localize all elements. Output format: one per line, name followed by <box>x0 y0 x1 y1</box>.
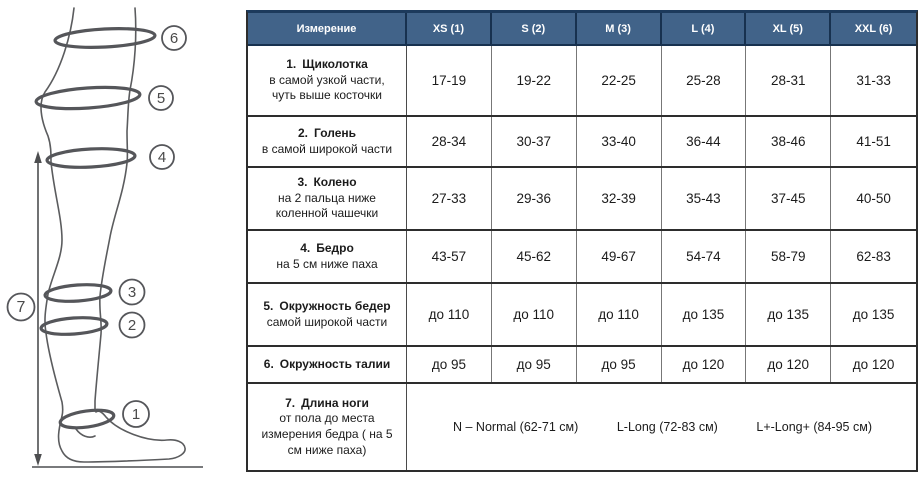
ring-2 <box>41 316 108 337</box>
leg-measurement-diagram <box>0 0 240 481</box>
row-label-title: 3. Колено <box>297 175 357 190</box>
ring-4 <box>47 147 136 170</box>
column-header-size-2: S (2) <box>492 13 577 44</box>
value-cell: 33-40 <box>577 117 662 166</box>
marker-label-3: 3 <box>127 284 137 301</box>
column-header-size-6: XXL (6) <box>854 22 893 35</box>
value-cell: 32-39 <box>577 168 662 229</box>
value-cell: 49-67 <box>577 231 662 282</box>
value-cell: 62-83 <box>856 249 891 264</box>
value-cell: 28-31 <box>746 46 831 115</box>
marker-label-2: 2 <box>127 317 137 334</box>
row-label <box>248 117 407 166</box>
row-label-title: 2. Голень <box>297 125 356 140</box>
value-cell: 40-50 <box>856 191 891 206</box>
marker-label-7: 7 <box>16 299 26 316</box>
row-label-title: 4. Бедро <box>300 240 354 255</box>
length-option-1: N – Normal (62-71 см) <box>453 420 579 434</box>
row-label <box>248 231 407 282</box>
length-option-3: L+-Long+ (84-95 см) <box>756 420 872 434</box>
table-header-row <box>248 13 916 46</box>
value-cell: 29-36 <box>492 168 577 229</box>
value-cell: до 120 <box>852 357 895 372</box>
length-option-2: L-Long (72-83 см) <box>616 420 718 434</box>
row-label-desc: в самой широкой части <box>261 141 393 156</box>
row-label-desc: на 2 пальца ниже коленной чашечки <box>275 190 379 221</box>
value-cell: до 120 <box>662 347 747 382</box>
value-cell: до 135 <box>662 284 747 345</box>
value-cell: до 120 <box>746 347 831 382</box>
row-label-length <box>248 384 407 470</box>
value-cell: до 95 <box>407 347 492 382</box>
row-label-desc: на 5 см ниже паха <box>276 256 378 271</box>
value-cell: 25-28 <box>662 46 747 115</box>
column-header-measure: Измерение <box>248 13 407 44</box>
value-cell: до 110 <box>407 284 492 345</box>
marker-label-1: 1 <box>131 406 141 423</box>
column-header-size-5: XL (5) <box>746 13 831 44</box>
value-cell: до 95 <box>577 347 662 382</box>
value-cell: 45-62 <box>492 231 577 282</box>
value-cell: 54-74 <box>662 231 747 282</box>
value-cell: 36-44 <box>662 117 747 166</box>
value-cell: до 110 <box>577 284 662 345</box>
marker-label-6: 6 <box>169 30 179 47</box>
row-label-title: 6. Окружность талии <box>263 356 391 371</box>
length-arrow <box>32 151 203 467</box>
value-cell: 38-46 <box>746 117 831 166</box>
ring-5 <box>35 84 140 111</box>
row-label-desc: от пола до места измерения бедра ( на 5 см ниже паха) <box>261 411 393 457</box>
value-cell: до 110 <box>492 284 577 345</box>
ring-3 <box>45 283 112 304</box>
value-cell: 37-45 <box>746 168 831 229</box>
value-cell: 43-57 <box>407 231 492 282</box>
row-label-title: 7. Длина ноги <box>285 395 369 410</box>
row-label-desc: в самой узкой части, чуть выше косточки <box>269 72 385 103</box>
table-row <box>248 168 916 231</box>
value-cell: до 135 <box>852 307 895 322</box>
row-label-title: 1. Щиколотка <box>286 57 368 72</box>
length-options-cell <box>407 384 916 470</box>
row-label <box>248 168 407 229</box>
row-label <box>248 46 407 115</box>
value-cell: 30-37 <box>492 117 577 166</box>
value-cell: 22-25 <box>577 46 662 115</box>
value-cell: 31-33 <box>856 73 891 88</box>
ring-1 <box>59 407 115 430</box>
table-row <box>248 231 916 284</box>
row-label <box>248 347 407 382</box>
value-cell: 58-79 <box>746 231 831 282</box>
value-cell: 41-51 <box>856 134 891 149</box>
row-label-title: 5. Окружность бедер <box>263 298 391 313</box>
table-row <box>248 284 916 347</box>
table-body <box>248 46 916 384</box>
row-label <box>248 284 407 345</box>
value-cell: до 135 <box>746 284 831 345</box>
value-cell: до 95 <box>492 347 577 382</box>
length-row <box>248 384 916 470</box>
value-cell: 27-33 <box>407 168 492 229</box>
table-row <box>248 46 916 117</box>
column-header-size-3: M (3) <box>577 13 662 44</box>
size-table <box>246 10 918 472</box>
column-header-size-1: XS (1) <box>407 13 492 44</box>
value-cell: 35-43 <box>662 168 747 229</box>
leg-outline <box>41 8 185 462</box>
table-row <box>248 117 916 168</box>
value-cell: 28-34 <box>407 117 492 166</box>
marker-label-5: 5 <box>156 90 166 107</box>
table-row <box>248 347 916 384</box>
marker-label-4: 4 <box>157 149 167 166</box>
row-label-desc: самой широкой части <box>266 314 388 329</box>
value-cell: 19-22 <box>492 46 577 115</box>
column-header-size-4: L (4) <box>662 13 747 44</box>
value-cell: 17-19 <box>407 46 492 115</box>
